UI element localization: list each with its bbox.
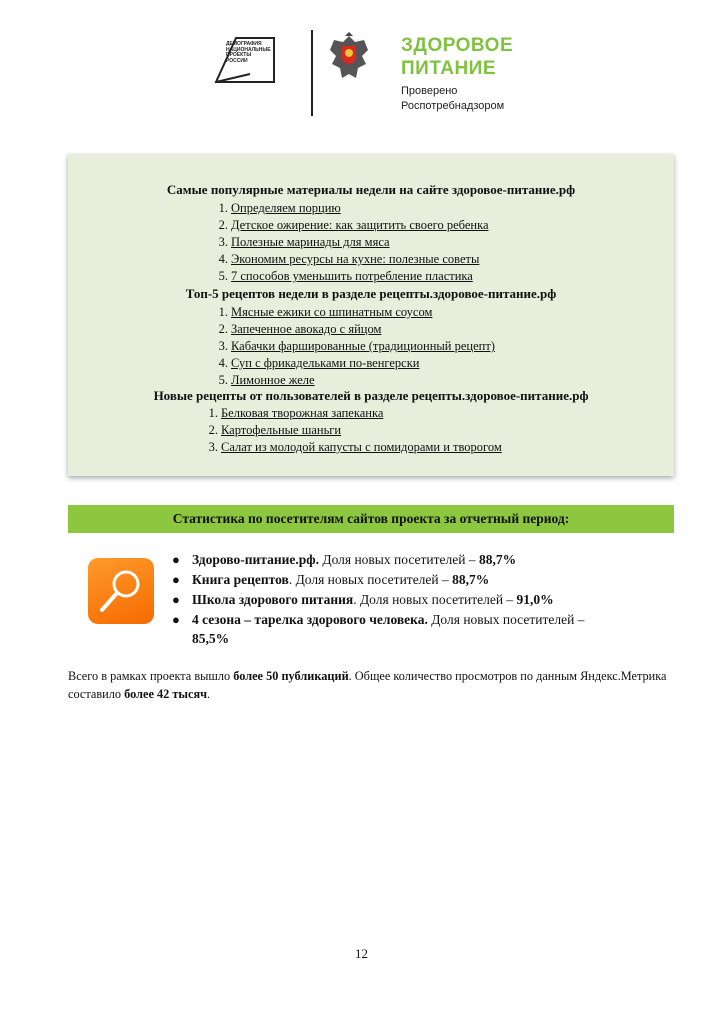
list-item[interactable]: 2. Картофельные шаньги — [208, 423, 342, 437]
recipe-link[interactable]: Салат из молодой капусты с помидорами и творогом — [221, 440, 502, 454]
list-item[interactable]: 3. Салат из молодой капусты с помидорами и творогом — [208, 440, 502, 454]
section-title-user-recipes: Новые рецепты от пользователей в разделе рецепты.здоровое-питание.рф — [153, 388, 589, 403]
page-number: 12 — [355, 946, 368, 961]
recipe-link[interactable]: Суп с фрикадельками по-венгерски — [231, 356, 420, 370]
page-header — [0, 28, 723, 118]
recipe-link[interactable]: Белковая творожная запеканка — [221, 406, 384, 420]
brand-title-line2: ПИТАНИЕ — [401, 58, 496, 79]
stat-row: ● Книга рецептов. Доля новых посетителей – 88,7% — [172, 572, 490, 587]
article-link[interactable]: 7 способов уменьшить потребление пластика — [231, 269, 473, 283]
section-title-popular: Самые популярные материалы недели на сайте здоровое-питание.рф — [166, 182, 576, 197]
article-link[interactable]: Экономим ресурсы на кухне: полезные советы — [231, 252, 480, 266]
stat-value: 88,7% — [452, 572, 490, 587]
brand-title-line1: ЗДОРОВОЕ — [401, 35, 514, 56]
list-item[interactable]: 2. Детское ожирение: как защитить своего ребенка — [218, 218, 489, 232]
list-item[interactable]: 1. Мясные ежики со шпинатным соусом — [218, 305, 433, 319]
list-item[interactable]: 4. Суп с фрикадельками по-венгерски — [218, 356, 420, 370]
list-item[interactable]: 3. Полезные маринады для мяса — [218, 235, 390, 249]
article-link[interactable]: Полезные маринады для мяса — [231, 235, 390, 249]
search-icon — [88, 558, 154, 624]
brand-block — [401, 34, 513, 114]
summary-paragraph: Всего в рамках проекта вышло более 50 публикаций. Общее количество просмотров по данным Яндекс.Метрика составило более 42 тысяч. — [68, 669, 667, 701]
recipe-link[interactable]: Лимонное желе — [231, 373, 315, 387]
stat-value: 91,0% — [516, 592, 554, 607]
recipe-link[interactable]: Запеченное авокадо с яйцом — [231, 322, 382, 336]
stats-list — [172, 550, 652, 649]
stat-value: 85,5% — [192, 631, 230, 646]
list-item[interactable]: 5. 7 способов уменьшить потребление пластика — [218, 269, 473, 283]
stats-heading-bar: Статистика по посетителям сайтов проекта за отчетный период: — [68, 505, 674, 533]
stat-row: ● Здорово-питание.рф. Доля новых посетителей – 88,7% — [172, 552, 517, 567]
section-title-top-recipes: Топ-5 рецептов недели в разделе рецепты.здоровое-питание.рф — [185, 286, 557, 301]
article-link[interactable]: Определяем порцию — [231, 201, 341, 215]
list-item[interactable]: 4. Экономим ресурсы на кухне: полезные советы — [218, 252, 480, 266]
list-item[interactable]: 2. Запеченное авокадо с яйцом — [218, 322, 382, 336]
national-projects-logo-text: ДЕМОГРАФИЯ НАЦИОНАЛЬНЫЕ ПРОЕКТЫ РОССИИ — [226, 41, 271, 64]
stat-value: 88,7% — [478, 552, 517, 567]
recipe-link[interactable]: Кабачки фаршированные (традиционный рецепт) — [231, 339, 495, 353]
recipe-link[interactable]: Картофельные шаньги — [221, 423, 342, 437]
bullet-icon: ● — [172, 612, 180, 627]
bullet-icon: ● — [172, 592, 180, 607]
stat-row: ● 4 сезона – тарелка здорового человека. Доля новых посетителей – 85,5% — [172, 612, 585, 646]
national-projects-logo — [210, 34, 280, 86]
list-item[interactable]: 5. Лимонное желе — [218, 373, 315, 387]
popular-materials-panel — [68, 154, 674, 476]
list-item[interactable]: 1. Белковая творожная запеканка — [208, 406, 384, 420]
rospotrebnadzor-emblem-icon — [326, 32, 372, 84]
bullet-icon: ● — [172, 552, 180, 567]
brand-subtitle-line1: Проверено — [401, 85, 458, 97]
bullet-icon: ● — [172, 572, 180, 587]
list-item[interactable]: 3. Кабачки фаршированные (традиционный рецепт) — [218, 339, 495, 353]
header-divider — [311, 30, 313, 116]
stat-row: ● Школа здорового питания. Доля новых посетителей – 91,0% — [172, 592, 554, 607]
brand-subtitle-line2: Роспотребнадзором — [401, 100, 505, 112]
list-item[interactable]: 1. Определяем порцию — [218, 201, 341, 215]
recipe-link[interactable]: Мясные ежики со шпинатным соусом — [231, 305, 433, 319]
article-link[interactable]: Детское ожирение: как защитить своего ребенка — [231, 218, 489, 232]
